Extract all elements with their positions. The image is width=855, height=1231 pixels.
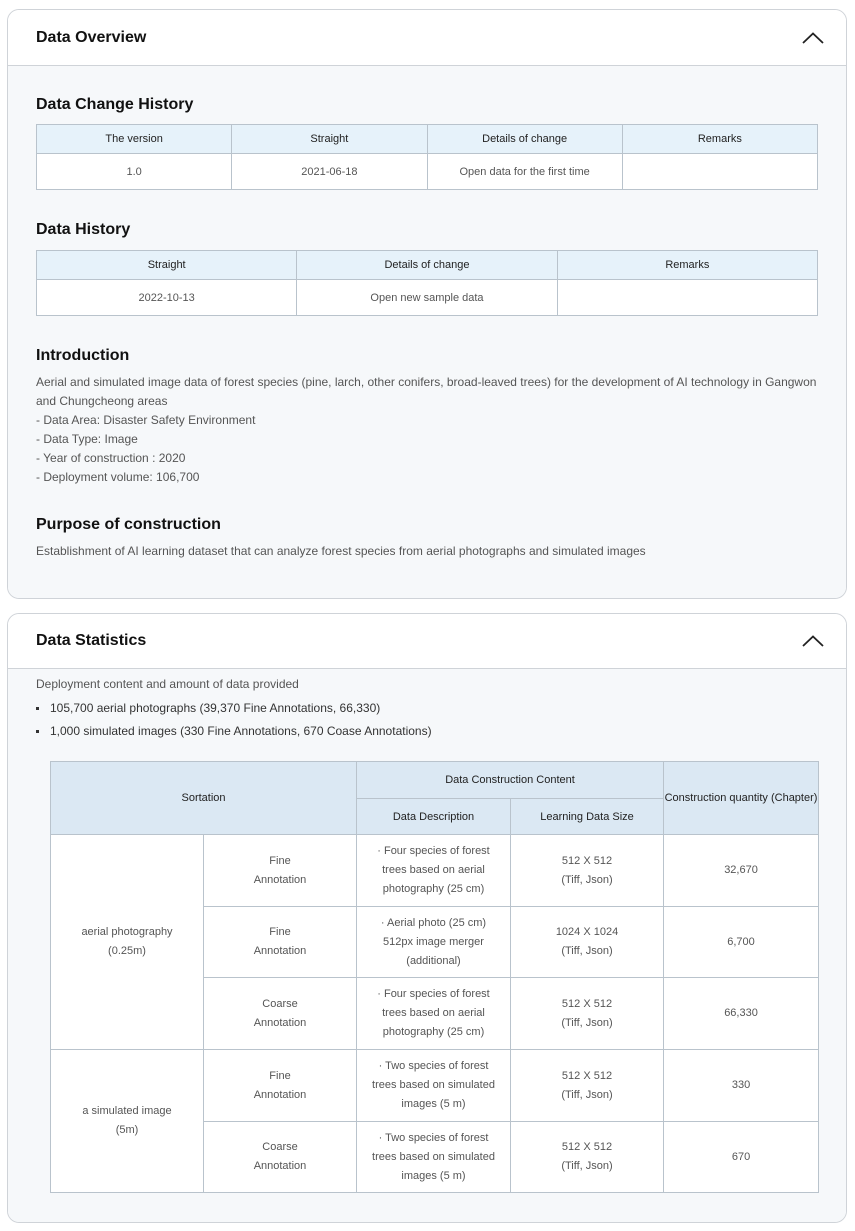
statistics-subtitle: Deployment content and amount of data provided <box>36 677 299 691</box>
col-straight: Straight <box>37 251 297 280</box>
introduction-line: - Year of construction : 2020 <box>36 451 186 465</box>
statistics-table <box>50 761 819 1193</box>
cell-details: Open new sample data <box>297 280 557 316</box>
cell-remarks <box>622 154 817 190</box>
cell-size: 512 X 512 (Tiff, Json) <box>511 1122 664 1193</box>
cell-size: 512 X 512 (Tiff, Json) <box>511 978 664 1050</box>
cell-size: 512 X 512 (Tiff, Json) <box>511 835 664 907</box>
statistics-bullet-list <box>36 697 818 743</box>
purpose-text: Establishment of AI learning dataset that can analyze forest species from aerial photographs and simulated images <box>36 544 646 558</box>
cell-version: 1.0 <box>37 154 232 190</box>
introduction-line: - Data Type: Image <box>36 432 138 446</box>
cell-annotation: Coarse Annotation <box>204 978 357 1050</box>
table-row <box>51 835 819 907</box>
collapse-chevron-up-icon[interactable] <box>800 25 826 51</box>
header-construction-quantity: Construction quantity (Chapter) <box>664 762 819 835</box>
cell-annotation: Coarse Annotation <box>204 1122 357 1193</box>
purpose-title: Purpose of construction <box>36 516 221 533</box>
data-statistics-title: Data Statistics <box>36 632 147 649</box>
collapse-chevron-up-icon[interactable] <box>800 628 826 654</box>
cell-annotation: Fine Annotation <box>204 1050 357 1122</box>
cell-quantity: 330 <box>664 1050 819 1122</box>
change-history-title: Data Change History <box>36 96 194 113</box>
introduction-line: - Deployment volume: 106,700 <box>36 470 200 484</box>
cell-description: · Four species of forest trees based on aerial photography (25 cm) <box>357 978 511 1050</box>
col-straight: Straight <box>232 125 427 154</box>
data-overview-panel <box>7 9 847 599</box>
cell-description: · Two species of forest trees based on simulated images (5 m) <box>357 1122 511 1193</box>
data-statistics-header[interactable] <box>8 614 846 669</box>
table-row <box>51 1050 819 1122</box>
data-overview-title: Data Overview <box>36 28 147 46</box>
cell-quantity: 670 <box>664 1122 819 1193</box>
cell-description: · Aerial photo (25 cm) 512px image merger (additional) <box>357 907 511 978</box>
col-remarks: Remarks <box>557 251 817 280</box>
introduction-text: Aerial and simulated image data of forest species (pine, larch, other conifers, broad-leaved trees) for the development of AI technology in Gangwon and Chungcheong areas <box>36 375 817 408</box>
data-history-title: Data History <box>36 221 131 238</box>
group-aerial-photography: aerial photography (0.25m) <box>51 835 204 1050</box>
col-version: The version <box>37 125 232 154</box>
header-learning-data-size: Learning Data Size <box>511 799 664 835</box>
cell-annotation: Fine Annotation <box>204 835 357 907</box>
introduction-line: - Data Area: Disaster Safety Environment <box>36 413 256 427</box>
table-row <box>37 154 818 190</box>
data-history-table <box>36 250 818 316</box>
cell-quantity: 66,330 <box>664 978 819 1050</box>
col-details: Details of change <box>297 251 557 280</box>
table-row <box>37 280 818 316</box>
data-overview-header[interactable] <box>8 10 846 66</box>
group-simulated-image: a simulated image (5m) <box>51 1050 204 1193</box>
list-item: 105,700 aerial photographs (39,370 Fine Annotations, 66,330) <box>36 697 818 720</box>
cell-remarks <box>557 280 817 316</box>
introduction-title: Introduction <box>36 347 130 364</box>
header-construction-content: Data Construction Content <box>357 762 664 799</box>
header-sortation: Sortation <box>51 762 357 835</box>
col-details: Details of change <box>427 125 622 154</box>
cell-annotation: Fine Annotation <box>204 907 357 978</box>
cell-size: 512 X 512 (Tiff, Json) <box>511 1050 664 1122</box>
cell-straight: 2022-10-13 <box>37 280 297 316</box>
cell-details: Open data for the first time <box>427 154 622 190</box>
col-remarks: Remarks <box>622 125 817 154</box>
cell-description: · Four species of forest trees based on aerial photography (25 cm) <box>357 835 511 907</box>
purpose-section <box>36 516 818 561</box>
list-item: 1,000 simulated images (330 Fine Annotations, 670 Coase Annotations) <box>36 720 818 743</box>
change-history-table <box>36 124 818 190</box>
data-statistics-panel <box>7 613 847 1223</box>
cell-size: 1024 X 1024 (Tiff, Json) <box>511 907 664 978</box>
cell-quantity: 32,670 <box>664 835 819 907</box>
cell-description: · Two species of forest trees based on simulated images (5 m) <box>357 1050 511 1122</box>
introduction-section <box>36 347 818 487</box>
cell-straight: 2021-06-18 <box>232 154 427 190</box>
header-data-description: Data Description <box>357 799 511 835</box>
cell-quantity: 6,700 <box>664 907 819 978</box>
